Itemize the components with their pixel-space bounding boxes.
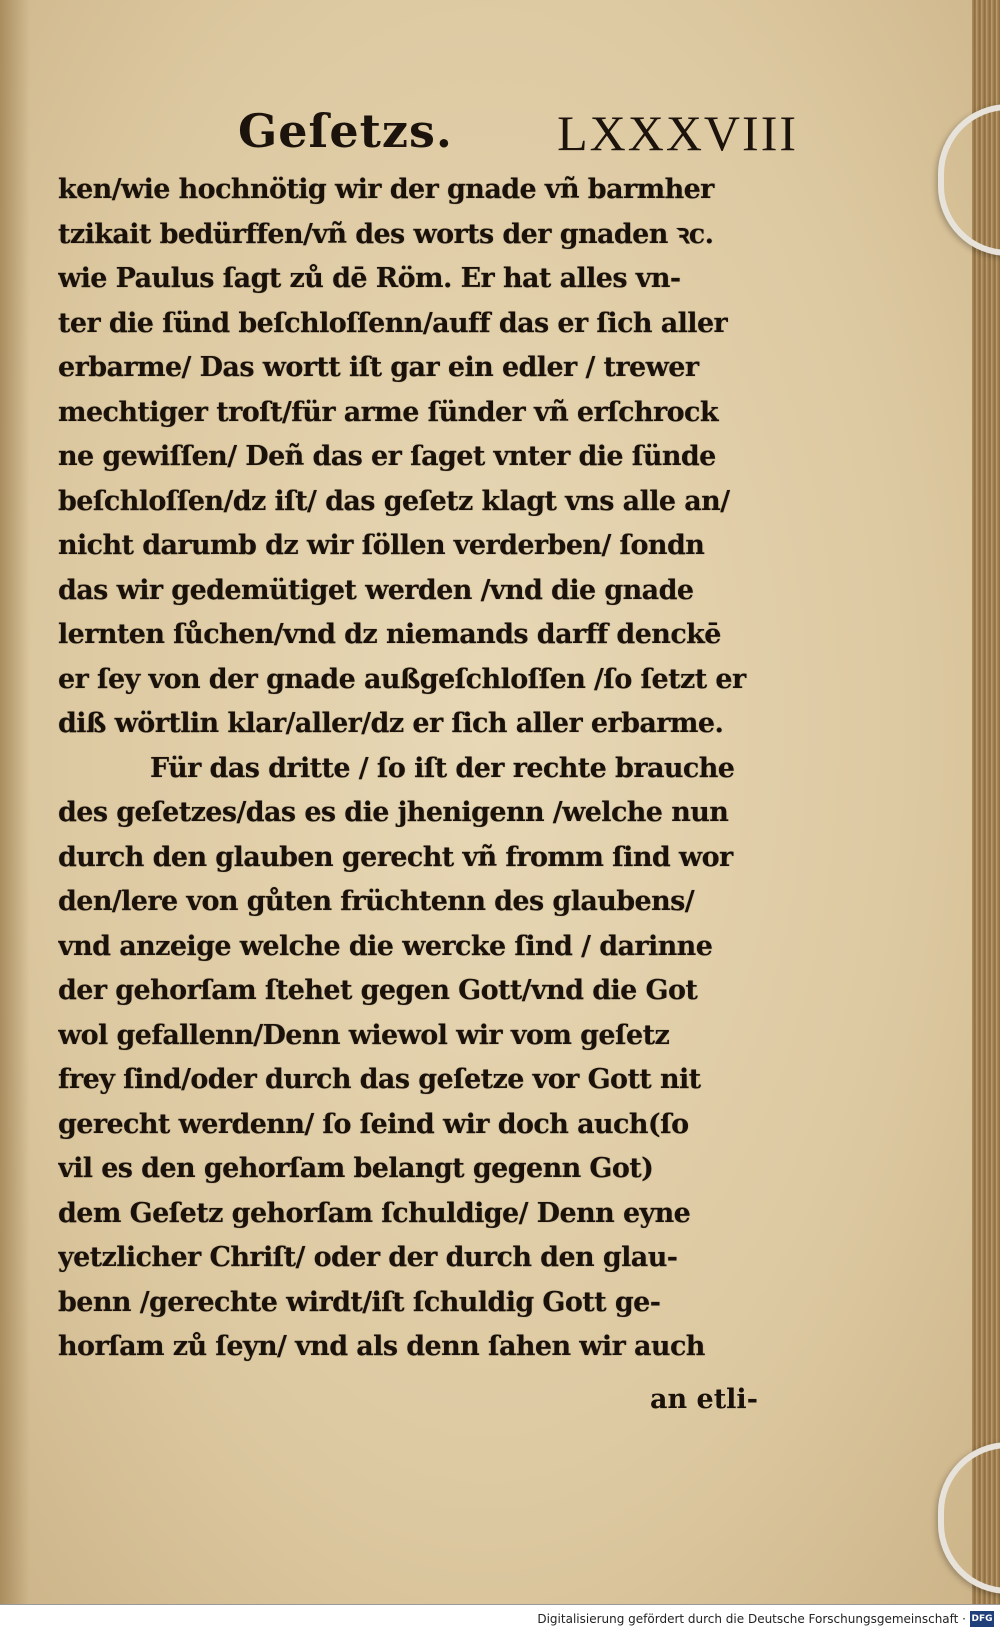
- text-line: den/lere von gůten früchtenn des glaubens/: [58, 886, 695, 917]
- text-line: ter die ſünd beſchloſſenn/auff das er ſich aller: [58, 307, 728, 339]
- text-line: vil es den gehorſam belangt gegenn Got): [58, 1153, 654, 1184]
- text-line: benn /gerechte wirdt/iſt ſchuldig Gott ge-: [58, 1286, 661, 1318]
- text-line: diß wörtlin klar/aller/dz er ſich aller erbarme.: [58, 708, 724, 739]
- running-head: Geſetzs.: [238, 104, 453, 158]
- text-line-paragraph-start: Für das dritte / ſo iſt der rechte brauche: [150, 752, 735, 784]
- text-line: er ſey von der gnade außgeſchloſſen /ſo ſetzt er: [58, 663, 746, 695]
- text-line: wol gefallenn/Denn wiewol wir vom geſetz: [58, 1019, 670, 1051]
- text-line: horſam zů ſeyn/ vnd als denn ſahen wir auch: [58, 1331, 705, 1362]
- text-line: ne gewiſſen/ Deñ das er ſaget vnter die ſünde: [58, 441, 716, 472]
- folio-number: LXXXVIII: [557, 105, 798, 161]
- text-line: ken/wie hochnötig wir der gnade vñ barmher: [58, 174, 714, 205]
- body-text: [58, 168, 788, 1370]
- dfg-logo: DFG: [970, 1611, 994, 1627]
- text-line: dem Geſetz gehorſam ſchuldige/ Denn eyne: [58, 1197, 691, 1229]
- page-header: [238, 104, 798, 166]
- catchword: an etli-: [650, 1384, 758, 1415]
- text-line: vnd anzeige welche die wercke ſind / darinne: [58, 930, 713, 962]
- text-line: wie Paulus ſagt zů dē Röm. Er hat alles vn-: [58, 263, 681, 294]
- text-line: erbarme/ Das wortt iſt gar ein edler / trewer: [58, 352, 699, 383]
- digitization-footer: [0, 1604, 1000, 1635]
- text-line: beſchloſſen/dz iſt/ das geſetz klagt vns alle an/: [58, 485, 730, 517]
- gutter-shadow: [0, 0, 30, 1604]
- funding-credit: Digitalisierung gefördert durch die Deutsche Forschungsgemeinschaft ·: [537, 1612, 966, 1626]
- text-line: das wir gedemütiget werden /vnd die gnade: [58, 574, 694, 606]
- text-line: mechtiger troſt/für arme ſünder vñ erſchrock: [58, 396, 718, 428]
- text-line: durch den glauben gerecht vñ fromm ſind wor: [58, 841, 733, 873]
- text-line: frey ſind/oder durch das geſetze vor Gott nit: [58, 1064, 701, 1095]
- text-line: des geſetzes/das es die jhenigenn /welche nun: [58, 797, 729, 828]
- text-line: der gehorſam ſtehet gegen Gott/vnd die Got: [58, 975, 698, 1006]
- text-line: tzikait bedürffen/vñ des worts der gnaden ꝛc.: [58, 218, 714, 250]
- text-line: lernten ſůchen/vnd dz niemands darff denckē: [58, 619, 721, 650]
- text-line: nicht darumb dz wir ſöllen verderben/ ſondn: [58, 530, 705, 561]
- text-line: yetzlicher Chriſt/ oder der durch den glau-: [58, 1242, 678, 1273]
- text-line: gerecht werdenn/ ſo ſeind wir doch auch(ſo: [58, 1108, 689, 1140]
